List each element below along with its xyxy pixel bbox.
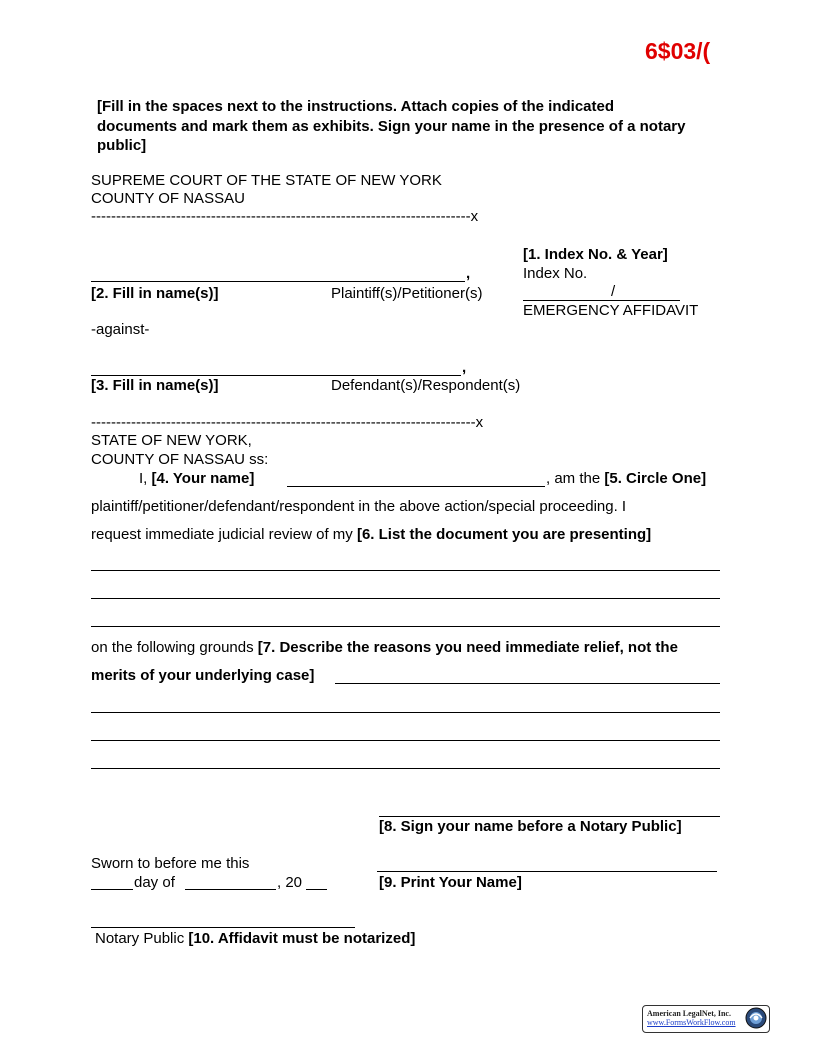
plaintiff-role: Plaintiff(s)/Petitioner(s) bbox=[331, 285, 483, 302]
plaintiff-instruction: [2. Fill in name(s)] bbox=[91, 285, 219, 302]
year-prefix: , 20 bbox=[277, 874, 303, 891]
index-slash: / bbox=[611, 283, 616, 300]
notary-line-text bbox=[95, 930, 415, 948]
grounds-text bbox=[91, 639, 678, 657]
signature-instruction: [8. Sign your name before a Notary Public] bbox=[379, 818, 682, 835]
index-label: [1. Index No. & Year] bbox=[523, 246, 668, 263]
year-line[interactable] bbox=[306, 889, 327, 890]
defendant-role: Defendant(s)/Respondent(s) bbox=[331, 377, 521, 394]
signature-line[interactable] bbox=[379, 816, 720, 817]
notarized-instruction: [10. Affidavit must be notarized] bbox=[188, 930, 416, 947]
caption-divider-bottom: -----------------------------------------------------------------------------x bbox=[91, 414, 484, 431]
caption-divider-top: ----------------------------------------------------------------------------x bbox=[91, 208, 479, 225]
notary-signature-line[interactable] bbox=[91, 927, 355, 928]
grounds-line-1[interactable] bbox=[335, 683, 720, 684]
document-line-2[interactable] bbox=[91, 598, 720, 599]
merits-instruction: merits of your underlying case] bbox=[91, 667, 315, 684]
document-title: EMERGENCY AFFIDAVIT bbox=[523, 302, 699, 319]
your-name-instruction: [4. Your name] bbox=[151, 470, 255, 487]
your-name-line[interactable] bbox=[287, 486, 545, 487]
grounds-line-4[interactable] bbox=[91, 768, 720, 769]
day-of-text: day of bbox=[134, 874, 175, 891]
grounds-line-3[interactable] bbox=[91, 740, 720, 741]
describe-instruction: [7. Describe the reasons you need immediate relief, not the bbox=[257, 639, 678, 656]
party-options-text: plaintiff/petitioner/defendant/respondent in the above action/special proceeding. I bbox=[91, 498, 627, 515]
month-line[interactable] bbox=[185, 889, 276, 890]
court-name: SUPREME COURT OF THE STATE OF NEW YORK bbox=[91, 172, 442, 189]
grounds-line-2[interactable] bbox=[91, 712, 720, 713]
party-role-text bbox=[546, 470, 706, 488]
list-document-instruction: [6. List the document you are presenting] bbox=[356, 526, 652, 543]
affiant-prefix bbox=[139, 470, 254, 488]
globe-icon bbox=[745, 1007, 767, 1029]
against-label: -against- bbox=[91, 321, 150, 338]
print-name-instruction: [9. Print Your Name] bbox=[379, 874, 522, 891]
index-number-line[interactable] bbox=[523, 300, 680, 301]
sample-watermark: 6$03/( bbox=[645, 38, 711, 64]
grounds-prefix: on the following grounds bbox=[91, 639, 254, 656]
circle-one-instruction: [5. Circle One] bbox=[604, 470, 707, 487]
logo-company-name: American LegalNet, Inc. bbox=[647, 1009, 731, 1018]
defendant-comma: , bbox=[462, 359, 467, 376]
instructions-text: [Fill in the spaces next to the instructions. Attach copies of the indicated documents and mark them as exhibits. Sign your name in the presence of a notary public] bbox=[97, 98, 686, 154]
i-prefix: I, bbox=[139, 470, 148, 487]
footer-logo bbox=[642, 1005, 770, 1033]
notary-public-label: Notary Public bbox=[95, 930, 185, 947]
document-line-1[interactable] bbox=[91, 570, 720, 571]
document-line-3[interactable] bbox=[91, 626, 720, 627]
defendant-instruction: [3. Fill in name(s)] bbox=[91, 377, 219, 394]
defendant-name-line[interactable] bbox=[91, 375, 461, 376]
plaintiff-name-line[interactable] bbox=[91, 281, 465, 282]
venue-county: COUNTY OF NASSAU ss: bbox=[91, 451, 269, 468]
request-review-text bbox=[91, 526, 651, 544]
sworn-text: Sworn to before me this bbox=[91, 855, 250, 872]
day-line[interactable] bbox=[91, 889, 133, 890]
court-county: COUNTY OF NASSAU bbox=[91, 190, 245, 207]
request-text: request immediate judicial review of my bbox=[91, 526, 353, 543]
logo-url-link[interactable]: www.FormsWorkFlow.com bbox=[647, 1018, 736, 1027]
venue-state: STATE OF NEW YORK, bbox=[91, 432, 252, 449]
am-the-text: , am the bbox=[546, 470, 601, 487]
plaintiff-comma: , bbox=[466, 265, 471, 282]
index-no-label: Index No. bbox=[523, 265, 588, 282]
print-name-line[interactable] bbox=[377, 871, 717, 872]
